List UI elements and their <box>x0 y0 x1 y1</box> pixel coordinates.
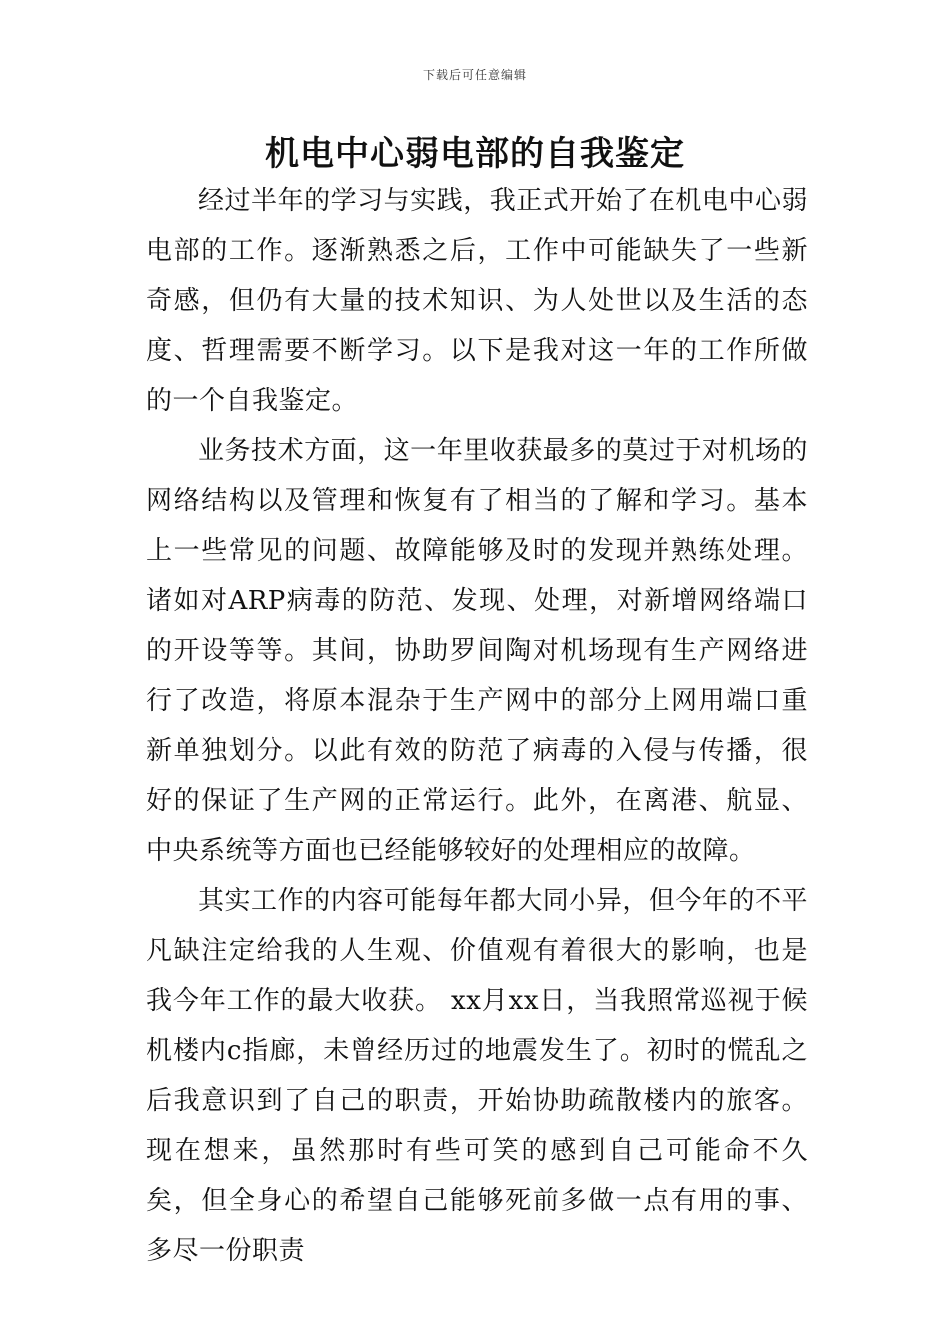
paragraph-intro: 经过半年的学习与实践，我正式开始了在机电中心弱电部的工作。逐渐熟悉之后，工作中可能缺失了一些新奇感，但仍有大量的技术知识、为人处世以及生活的态度、哲理需要不断学习。以下是我对这一年的工作所做的一个自我鉴定。 <box>146 186 808 416</box>
document-title: 机电中心弱电部的自我鉴定 <box>265 134 685 174</box>
page-header-note: 下载后可任意编辑 <box>422 68 527 82</box>
document-body <box>146 176 808 1276</box>
paragraph-earthquake: 其实工作的内容可能每年都大同小异，但今年的不平凡缺注定给我的人生观、价值观有着很大的影响，也是我今年工作的最大收获。 xx月xx日，当我照常巡视于候机楼内c指廊，未曾经历过的地震发生了。初时的慌乱之后我意识到了自己的职责，开始协助疏散楼内的旅客。现在想来，虽然那时有些可笑的感到自己可能命不久矣，但全身心的希望自己能够死前多做一点有用的事、多尽一份职责 <box>146 886 808 1266</box>
paragraph-technical: 业务技术方面，这一年里收获最多的莫过于对机场的网络结构以及管理和恢复有了相当的了解和学习。基本上一些常见的问题、故障能够及时的发现并熟练处理。诸如对ARP病毒的防范、发现、处理，对新增网络端口的开设等等。其间，协助罗间陶对机场现有生产网络进行了改造，将原本混杂于生产网中的部分上网用端口重新单独划分。以此有效的防范了病毒的入侵与传播，很好的保证了生产网的正常运行。此外，在离港、航显、中央系统等方面也已经能够较好的处理相应的故障。 <box>146 436 808 866</box>
